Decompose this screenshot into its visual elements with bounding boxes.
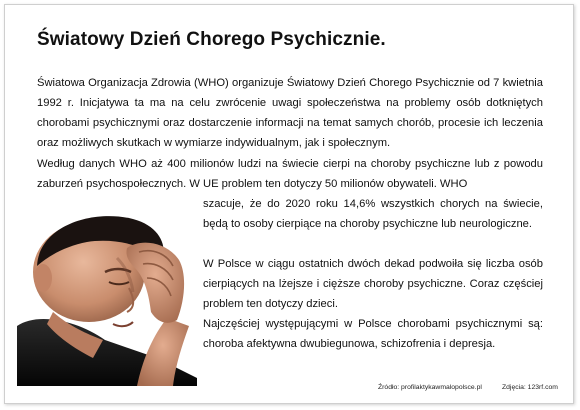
photo-credit: Zdjęcia: 123rf.com: [502, 384, 558, 391]
page-title: Światowy Dzień Chorego Psychicznie.: [37, 29, 386, 50]
paragraph-who-forecast: szacuje, że do 2020 roku 14,6% wszystkich chorych na świecie, będą to osoby cierpiące na choroby psychiczne lub neurologiczne.: [203, 198, 543, 230]
paragraph-common-diseases: Najczęściej występującymi w Polsce chorobami psychicznymi są: choroba afektywna dwubiegunowa, schizofrenia i depresja.: [203, 318, 543, 350]
paragraph-intro: Światowa Organizacja Zdrowia (WHO) organizuje Światowy Dzień Chorego Psychicznie od 7 kwietnia 1992 r. Inicjatywa ta ma na celu zwrócenie uwagi społeczeństwa na problemy osób dotkniętych chorobami psychicznymi oraz dostarczenie informacji na temat samych chorób, procesie ich leczenia oraz możliwych skutkach w wymiarze indywidualnym, jak i społecznym.: [37, 77, 543, 149]
poster-card: [4, 4, 574, 404]
distressed-man-illustration: [17, 208, 197, 386]
paragraph-who-statistics: Według danych WHO aż 400 milionów ludzi na świecie cierpi na choroby psychiczne lub z powodu zaburzeń psychospołecznych. W UE problem ten dotyczy 50 milionów obywateli. WHO: [37, 158, 543, 190]
paragraph-poland: W Polsce w ciągu ostatnich dwóch dekad podwoiła się liczba osób cierpiących na lżejsze i cięższe choroby psychiczne. Coraz częściej problem ten dotyczy dzieci.: [203, 258, 543, 310]
distressed-man-photo: [17, 208, 197, 386]
source-note: Źródło: profilaktykawmalopolsce.pl: [378, 384, 482, 391]
